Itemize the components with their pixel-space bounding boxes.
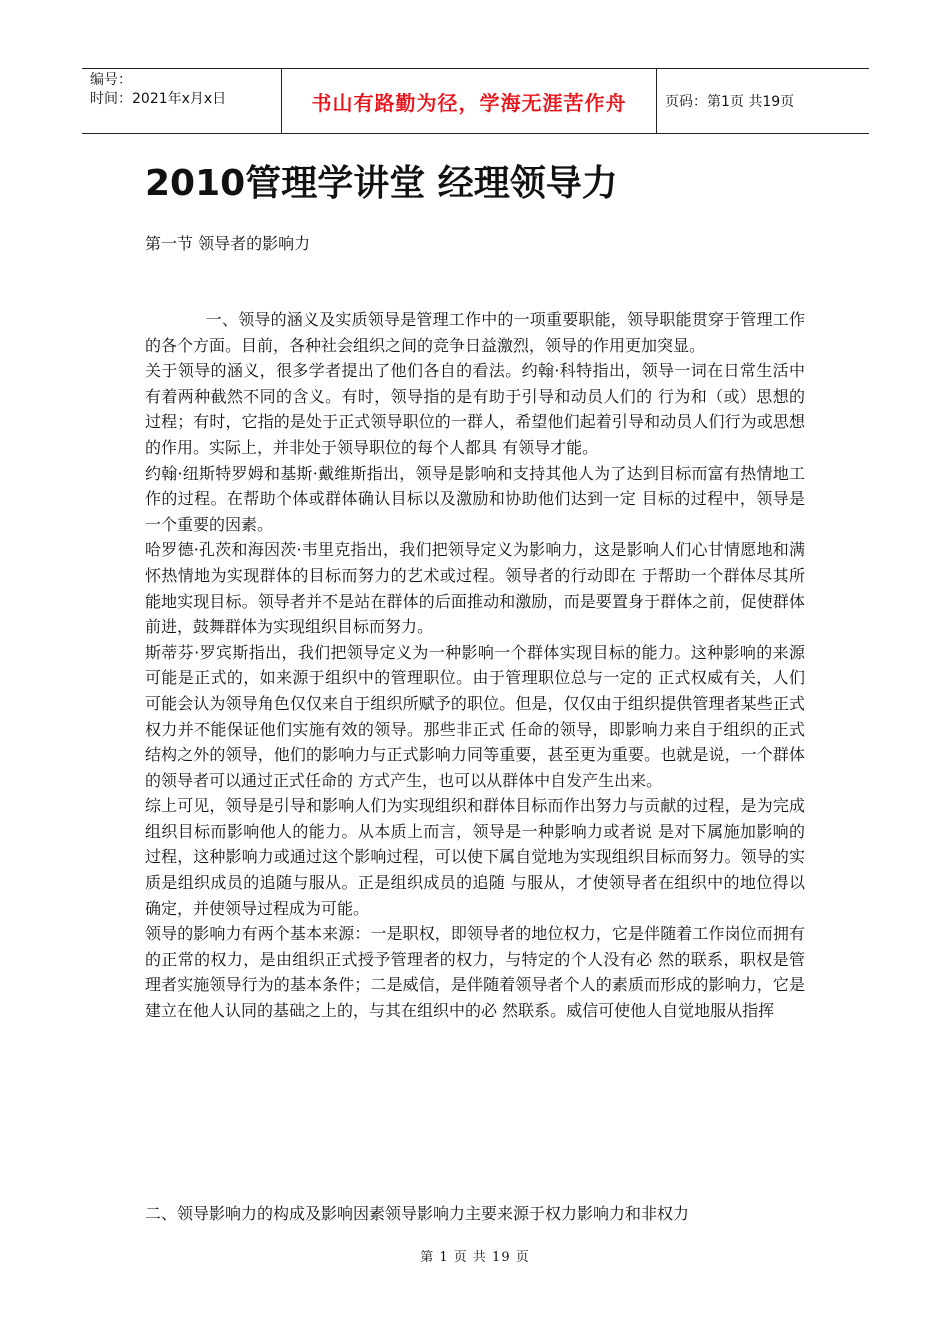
body-paragraph: 斯蒂芬·罗宾斯指出，我们把领导定义为一种影响一个群体实现目标的能力。这种影响的来源可能是正式的，如来源于组织中的管理职位。由于管理职位总与一定的 正式权威有关，人们可能会认为领导角色仅仅来自于组织所赋予的职位。但是，仅仅由于组织提供管理者某些正式权力并不能保证他们实施有效的领导。那些非正式 任命的领导，即影响力来自于组织的正式结构之外的领导，他们的影响力与正式影响力同等重要，甚至更为重要。也就是说，一个群体的领导者可以通过正式任命的 方式产生，也可以从群体中自发产生出来。 [145, 642, 805, 790]
document-body [145, 307, 805, 1024]
page-header-table [82, 68, 869, 134]
header-motto-cell [282, 69, 657, 133]
page-footer: 第 1 页 共 19 页 [420, 1250, 530, 1265]
header-page-info: 页码：第1页 共19页 [665, 94, 795, 110]
document-title: 2010管理学讲堂 经理领导力 [145, 163, 618, 204]
header-motto: 书山有路勤为径，学海无涯苦作舟 [311, 90, 627, 115]
body-paragraph: 领导的影响力有两个基本来源：一是职权，即领导者的地位权力，它是伴随着工作岗位而拥有的正常的权力，是由组织正式授予管理者的权力，与特定的个人没有必 然的联系，职权是管理者实施领导行为的基本条件；二是威信，是伴随着领导者个人的素质而形成的影响力，它是建立在他人认同的基础之上的，与其在组织中的必 然联系。威信可使他人自觉地服从指挥 [145, 924, 805, 1021]
body-paragraph: 关于领导的涵义，很多学者提出了他们各自的看法。约翰·科特指出，领导一词在日常生活中有着两种截然不同的含义。有时，领导指的是有助于引导和动员人们的 行为和（或）思想的过程；有时，它指的是处于正式领导职位的一群人，希望他们起着引导和动员人们行为或思想的作用。实际上，并非处于领导职位的每个人都具 有领导才能。 [145, 361, 805, 457]
body-paragraph: 一、领导的涵义及实质领导是管理工作中的一项重要职能，领导职能贯穿于管理工作的各个方面。目前，各种社会组织之间的竞争日益激烈，领导的作用更加突显。 [145, 310, 805, 355]
section-title: 第一节 领导者的影响力 [145, 234, 311, 253]
subsection-heading: 二、领导影响力的构成及影响因素领导影响力主要来源于权力影响力和非权力 [145, 1204, 690, 1223]
body-paragraph: 综上可见，领导是引导和影响人们为实现组织和群体目标而作出努力与贡献的过程，是为完成组织目标而影响他人的能力。从本质上而言，领导是一种影响力或者说 是对下属施加影响的过程，这种影响力或通过这个影响过程，可以使下属自觉地为实现组织目标而努力。领导的实质是组织成员的追随与服从。正是组织成员的追随 与服从，才使领导者在组织中的地位得以确定，并使领导过程成为可能。 [145, 796, 805, 918]
header-meta-cell [82, 69, 282, 133]
document-date-label: 时间：2021年x月x日 [90, 91, 227, 107]
header-page-cell [657, 69, 869, 133]
body-paragraph: 约翰·纽斯特罗姆和基斯·戴维斯指出，领导是影响和支持其他人为了达到目标而富有热情地工作的过程。在帮助个体或群体确认目标以及激励和协助他们达到一定 目标的过程中，领导是一个重要的因素。 [145, 463, 805, 534]
body-paragraph: 哈罗德·孔茨和海因茨·韦里克指出，我们把领导定义为影响力，这是影响人们心甘情愿地和满怀热情地为实现群体的目标而努力的艺术或过程。领导者的行动即在 于帮助一个群体尽其所能地实现目标。领导者并不是站在群体的后面推动和激励，而是要置身于群体之前，促使群体前进，鼓舞群体为实现组织目标而努力。 [145, 540, 805, 637]
document-code-label: 编号： [90, 72, 132, 88]
